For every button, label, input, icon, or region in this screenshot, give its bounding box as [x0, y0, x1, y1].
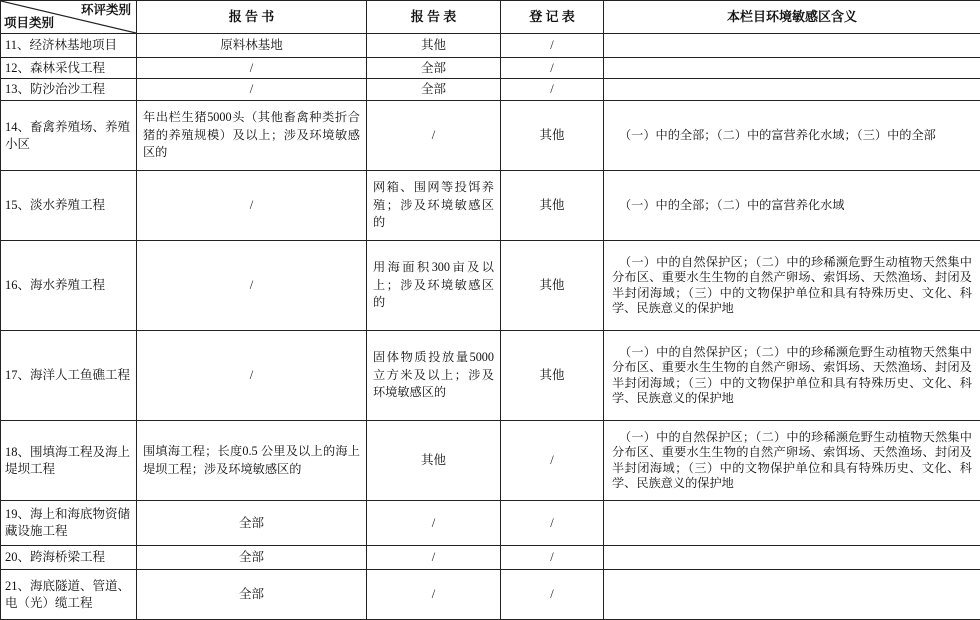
- cell-report-book: 全部: [137, 546, 367, 570]
- cell-report-form: 用海面积300亩及以上；涉及环境敏感区的: [367, 241, 501, 331]
- cell-report-book: 围填海工程；长度0.5 公里及以上的海上堤坝工程；涉及环境敏感区的: [137, 421, 367, 501]
- col-header-sensitive-area-meaning: 本栏目环境敏感区含义: [604, 1, 980, 34]
- cell-report-book: /: [137, 58, 367, 79]
- cell-report-form: /: [367, 501, 501, 546]
- env-category-label: 环评类别: [81, 2, 131, 18]
- table-row: [1, 546, 980, 570]
- diagonal-header-cell: [1, 1, 137, 34]
- header-row: [1, 1, 980, 34]
- table-row: [1, 101, 980, 171]
- cell-registration-form: 其他: [501, 101, 604, 171]
- col-header-report-form: 报 告 表: [367, 1, 501, 34]
- cell-meaning: （一）中的自然保护区；（二）中的珍稀濒危野生动植物天然集中分布区、重要水生生物的自然产卵场、索饵场、天然渔场、封闭及半封闭海域；（三）中的文物保护单位和具有特殊历史、文化、科学、民族意义的保护地: [604, 421, 980, 501]
- col-header-report-book: 报 告 书: [137, 1, 367, 34]
- cell-registration-form: /: [501, 58, 604, 79]
- project-category-label: 项目类别: [4, 15, 54, 31]
- cell-report-book: /: [137, 79, 367, 101]
- cell-report-form: 全部: [367, 58, 501, 79]
- cell-category: 20、跨海桥梁工程: [1, 546, 137, 570]
- cell-meaning: （一）中的全部；（二）中的富营养化水域；（三）中的全部: [604, 101, 980, 171]
- table-row: [1, 241, 980, 331]
- cell-category: 15、淡水养殖工程: [1, 171, 137, 241]
- cell-meaning: [604, 79, 980, 101]
- cell-registration-form: /: [501, 34, 604, 58]
- cell-category: 18、围填海工程及海上堤坝工程: [1, 421, 137, 501]
- cell-report-form: /: [367, 570, 501, 620]
- cell-report-book: /: [137, 331, 367, 421]
- table-row: [1, 421, 980, 501]
- table-row: [1, 331, 980, 421]
- cell-report-form: /: [367, 546, 501, 570]
- cell-registration-form: /: [501, 570, 604, 620]
- cell-meaning: [604, 546, 980, 570]
- cell-meaning: [604, 58, 980, 79]
- cell-meaning: （一）中的自然保护区；（二）中的珍稀濒危野生动植物天然集中分布区、重要水生生物的自然产卵场、索饵场、天然渔场、封闭及半封闭海域；（三）中的文物保护单位和具有特殊历史、文化、科学、民族意义的保护地: [604, 241, 980, 331]
- cell-registration-form: 其他: [501, 241, 604, 331]
- cell-report-book: 全部: [137, 501, 367, 546]
- cell-category: 19、海上和海底物资储藏设施工程: [1, 501, 137, 546]
- table-row: [1, 570, 980, 620]
- table-row: [1, 58, 980, 79]
- cell-report-form: 其他: [367, 34, 501, 58]
- cell-registration-form: /: [501, 546, 604, 570]
- cell-report-form: 网箱、围网等投饵养殖；涉及环境敏感区的: [367, 171, 501, 241]
- cell-registration-form: /: [501, 421, 604, 501]
- cell-meaning: [604, 34, 980, 58]
- cell-category: 13、防沙治沙工程: [1, 79, 137, 101]
- cell-report-form: 全部: [367, 79, 501, 101]
- cell-report-form: 固体物质投放量5000 立方米及以上；涉及环境敏感区的: [367, 331, 501, 421]
- cell-report-form: /: [367, 101, 501, 171]
- cell-meaning: （一）中的全部；（二）中的富营养化水域: [604, 171, 980, 241]
- table-row: [1, 34, 980, 58]
- cell-registration-form: 其他: [501, 171, 604, 241]
- cell-report-book: 全部: [137, 570, 367, 620]
- table-row: [1, 79, 980, 101]
- table-row: [1, 171, 980, 241]
- cell-category: 17、海洋人工鱼礁工程: [1, 331, 137, 421]
- cell-meaning: [604, 570, 980, 620]
- cell-report-form: 其他: [367, 421, 501, 501]
- cell-category: 14、畜禽养殖场、养殖小区: [1, 101, 137, 171]
- cell-category: 16、海水养殖工程: [1, 241, 137, 331]
- cell-report-book: /: [137, 241, 367, 331]
- cell-category: 11、经济林基地项目: [1, 34, 137, 58]
- cell-registration-form: /: [501, 79, 604, 101]
- cell-report-book: 年出栏生猪5000头（其他畜禽种类折合猪的养殖规模）及以上；涉及环境敏感区的: [137, 101, 367, 171]
- cell-meaning: [604, 501, 980, 546]
- cell-report-book: 原料林基地: [137, 34, 367, 58]
- table-row: [1, 501, 980, 546]
- cell-category: 12、森林采伐工程: [1, 58, 137, 79]
- cell-report-book: /: [137, 171, 367, 241]
- cell-registration-form: 其他: [501, 331, 604, 421]
- cell-category: 21、海底隧道、管道、电（光）缆工程: [1, 570, 137, 620]
- cell-registration-form: /: [501, 501, 604, 546]
- cell-meaning: （一）中的自然保护区；（二）中的珍稀濒危野生动植物天然集中分布区、重要水生生物的自然产卵场、索饵场、天然渔场、封闭及半封闭海域；（三）中的文物保护单位和具有特殊历史、文化、科学、民族意义的保护地: [604, 331, 980, 421]
- col-header-registration-form: 登 记 表: [501, 1, 604, 34]
